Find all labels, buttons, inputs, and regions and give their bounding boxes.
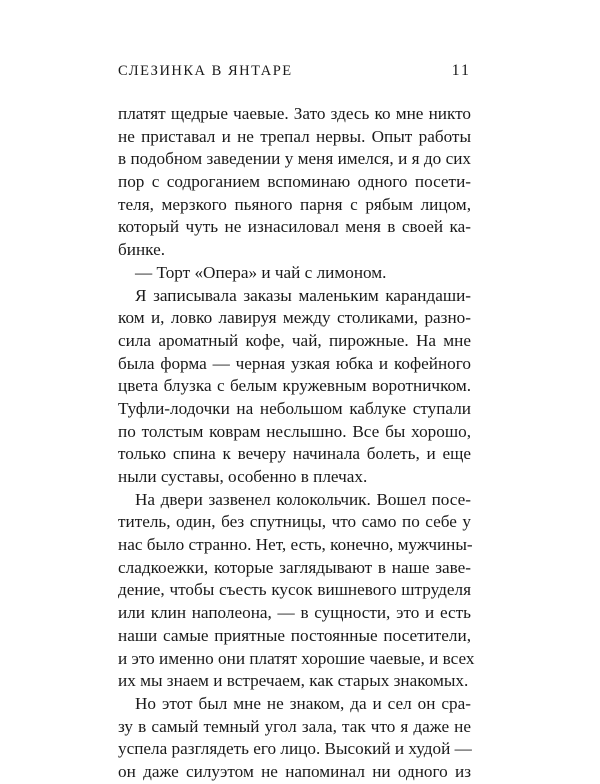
text-line: теля, мерзкого пьяного парня с рябым лицом, — [118, 194, 471, 214]
text-line: наши самые приятные постоянные посетители, — [118, 625, 471, 645]
text-line: пор с содроганием вспоминаю одного посети- — [118, 172, 471, 192]
text-line: цвета блузка с белым кружевным воротничком. — [118, 376, 471, 396]
text-line: На двери зазвенел колокольчик. Вошел посе- — [135, 489, 471, 509]
text-line: ком и, ловко лавируя между столиками, разно- — [118, 308, 471, 328]
text-line: зу в самый темный угол зала, так что я даже не — [118, 716, 471, 736]
text-line: ныли суставы, особенно в плечах. — [118, 467, 368, 486]
text-line: титель, один, без спутницы, что само по себе у — [118, 512, 471, 532]
text-line: была форма — черная узкая юбка и кофейного — [118, 353, 471, 373]
text-line: дение, чтобы съесть кусок вишневого штруделя — [118, 580, 471, 600]
body-text — [118, 103, 475, 784]
text-line: только спина к вечеру начинала болеть, и еще — [118, 444, 471, 464]
text-line: их мы знаем и встречаем, как старых знакомых. — [118, 671, 469, 691]
text-line: — Торт «Опера» и чай с лимоном. — [135, 262, 387, 282]
text-line: нас было странно. Нет, есть, конечно, мужчины- — [118, 535, 473, 555]
text-line: он даже силуэтом не напоминал ни одного из — [118, 761, 471, 781]
text-line: Туфли-лодочки на небольшом каблуке ступали — [118, 398, 471, 418]
text-line: который чуть не изнасиловал меня в своей ка- — [118, 217, 471, 237]
text-line: Я записывала заказы маленьким карандаши- — [135, 285, 471, 305]
text-line: в подобном заведении у меня имелся, и я до сих — [118, 149, 471, 169]
text-line: сладкоежки, которые заглядывают в наше заве- — [118, 557, 471, 577]
running-title: СЛЕЗИНКА В ЯНТАРЕ — [118, 63, 293, 79]
running-header — [118, 60, 471, 82]
text-line: по толстым коврам неслышно. Все бы хорошо, — [118, 421, 471, 441]
text-line: не приставал и не трепал нервы. Опыт работы — [118, 126, 471, 146]
text-line: или клин наполеона, — в сущности, это и есть — [118, 603, 471, 623]
text-line: сила ароматный кофе, чай, пирожные. На мне — [118, 330, 471, 350]
page-number: 11 — [451, 62, 471, 79]
text-line: успела разглядеть его лицо. Высокий и худой — — [118, 739, 472, 759]
text-line: платят щедрые чаевые. Зато здесь ко мне никто — [118, 104, 471, 123]
text-line: и это именно они платят хорошие чаевые, и всех — [118, 648, 475, 668]
text-line: бинке. — [118, 240, 165, 260]
text-line: Но этот был мне не знаком, да и сел он сра- — [135, 693, 471, 713]
